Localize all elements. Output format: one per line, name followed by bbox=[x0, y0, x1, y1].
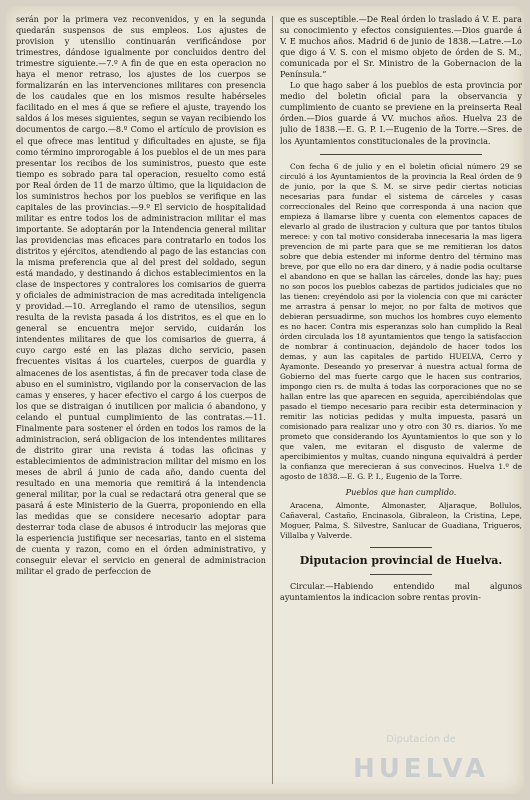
separator-rule bbox=[370, 547, 432, 548]
separator-rule bbox=[370, 574, 432, 575]
separator-rule bbox=[320, 154, 482, 155]
publication-notice: Lo que hago saber á los pueblos de esta provincia por medio del boletin oficial para la observancia y cumplimiento de cuanto se previene en la preinserta Real órden.—Dios guarde á VV. muchos años. Huelva 23 de julio de 1838.—E. G. P. I.—Eugenio de la Torre.—Sres. de los Ayuntamientos constitucionales de la provincia. bbox=[280, 80, 522, 146]
left-column bbox=[16, 14, 266, 784]
section-title: Diputacion provincial de Huelva. bbox=[299, 553, 503, 567]
left-column-text: serán por la primera vez reconvenidos, y en la segunda quedarán suspensos de sus empleos. Los ajustes de provision y utensilio continuarán verificándose por trimestres, dándose igualmente por concluidos dentro del trimestre siguiente.—7.º A fin de que en esta operacion no haya el menor retraso, los ajustes de los cuerpos se formalizarán en las intervenciones militares con presencia de los caudales que en los mismos resulte habérseles facilitado en el mes á que se refiere el ajuste, trayendo los saldos á los meses siguientes, segun se vayan recibiendo los documentos de cargo.—8.º Como el artículo de provision es el que ofrece mas lentitud y dificultades en ajuste, se fija como término improrogable á los pueblos el de un mes para presentar los recibos de los suministros, puesto que este tiempo es sobrado para tal operacion, resuelto como está por Real órden de 11 de marzo último, que la liquidacion de los suministros hechos por los pueblos se verifique en las capitales de las provincias.—9.º El servicio de hospitalidad militar es entre todos los de administracion militar el mas importante. Se adoptarán por la Intendencia general militar las providencias mas eficaces para contratarlo en todos los distritos y ejércitos, atendiendo al pago de las estancias con la misma preferencia que al del prest del soldado, segun está mandado, y destinando á dichos establecimientos en la clase de inspectores y contralores los comisarios de guerra y oficiales de administracion de mas acreditada inteligencia y providad.—10. Arreglando el ramo de utensilios, segun resulta de la revista pasada á los distritos, es el que en lo general se encuentra mejor servido, cuidarán los intendentes militares de que los comisarios de guerra, á cuyo cargo esté en las plazas dicho servicio, pasen frecuentes visitas á los cuarteles, cuerpos de guardia y almacenes de los asentistas, á fin de precaver toda clase de abuso en el suministro, vigilando por la conservacion de las camas y enseres, y hacer efectivo el cargo á los cuerpos de los que se distraigan ó inutilicen por malicia ó abandono, y celando el puntual cumplimiento de las contratas.—11. Finalmente para sostener el órden en todos los ramos de la administracion, será obligacion de los intendentes militares de distrito girar una revista á todas las oficinas y establecimientos de administracion militar del mismo en los meses de abril á junio de cada año, dando cuenta del resultado en una memoria que remitirá á la intendencia general militar, por la cual se redactará otra general que se pasará á este Ministerio de la Guerra, proponiendo en ella las medidas que se considere necesario adoptar para desterrar toda clase de abusos é introducir las mejoras que la esperiencia justifique ser necesarias, tanto en el sistema de cuenta y razon, como en el órden administrativo, y conseguir elevar el servicio en general de administracion militar el grado de perfeccion de bbox=[16, 14, 266, 577]
prison-circular: Con fecha 6 de julio y en el boletin oficial número 29 se circuló á los Ayuntamientos de la provincia la Real órden de 9 de junio, por la que S. M. se sirve pedir ciertas noticias necesarias para fundar el sistema de cárceles y casas correccionales del Reino que corresponda á una nacion que empieza á llamarse libre y cuenta con elementos capaces de elevarlo al grado de ilustracion y cultura que por tantos títulos merece: y con tal motivo consideraba innecesaria la mas ligera prevencion de mi parte para que se me remitieran los datos sobre que debia estender mi informe dentro del término mas breve, por que ello no era dar dinero, y á nadie podia ocultarse el abandono en que se hallan las cárceles, donde las hay; pues no son pocos los pueblos cabezas de partidos judiciales que no las tienen: creyéndolo asi por la violencia con que mi carácter me arrastra á pensar lo mejor, no por falta de motivos que debieran persuadirme, son muchos los hombres cuyo elemento es no hacer. Contra mis esperanzas solo han cumplido la Real órden circulada los 18 ayuntamientos que tengo la satisfaccion de nombrar á continuacion, dejándolo de hacer todos los demas, y aun las capitales de partido HUELVA, Cerro y Ayamonte. Deseando yo preservar á nuestra actual forma de Gobierno del mas fuerte cargo que le hacen sus contrarios, impongo cien rs. de multa á todas las corporaciones que no se hallan entre las que aparecen en seguida, apercibiéndolas que pasado el tiempo necesario para recibir esta determinacion y remitir las noticias pedidas y multa impuesta, pasará un comisionado para realizar uno y otro con 30 rs. diarios. Yo me prometo que considerando los Ayuntamientos lo que son y lo que valen, me evitaran el disgusto de valerme de apercibimientos y multas, cuando ninguna equivaldrá á perder la confianza que merecieran á sus convecinos. Huelva 1.º de agosto de 1838.—E. G. P. I., Eugenio de la Torre. bbox=[280, 161, 522, 481]
compliant-towns-list: Aracena, Almonte, Almonaster, Aljaraque, Bollulos, Cañaveral, Castaño, Encinasola, Gibraleon, la Cristina, Lepe, Moguer, Palma, S. Silvestre, Sanlucar de Guadiana, Trigueros, Villalba y Valverde. bbox=[280, 500, 522, 540]
column-divider bbox=[272, 16, 273, 784]
compliant-towns-heading: Pueblos que han cumplido. bbox=[345, 486, 457, 497]
watermark-name: HUELVA bbox=[352, 754, 490, 784]
right-column bbox=[280, 14, 522, 784]
royal-order-continuation: que es susceptible.—De Real órden lo traslado á V. E. para su conocimiento y efectos consiguientes.—Dios guarde á V. E muchos años. Madrid 6 de junio de 1838.—Latre.—Lo que digo á V. S. con el mismo objeto de órden de S. M., comunicada por el Sr. Ministro de la Gobernacion de la Península.” bbox=[280, 14, 522, 80]
watermark-label: Diputacion de bbox=[386, 734, 456, 745]
newspaper-page bbox=[6, 6, 524, 794]
diputacion-circular: Circular.—Habiendo entendido mal algunos ayuntamientos la indicacion sobre rentas provin- bbox=[280, 580, 522, 602]
